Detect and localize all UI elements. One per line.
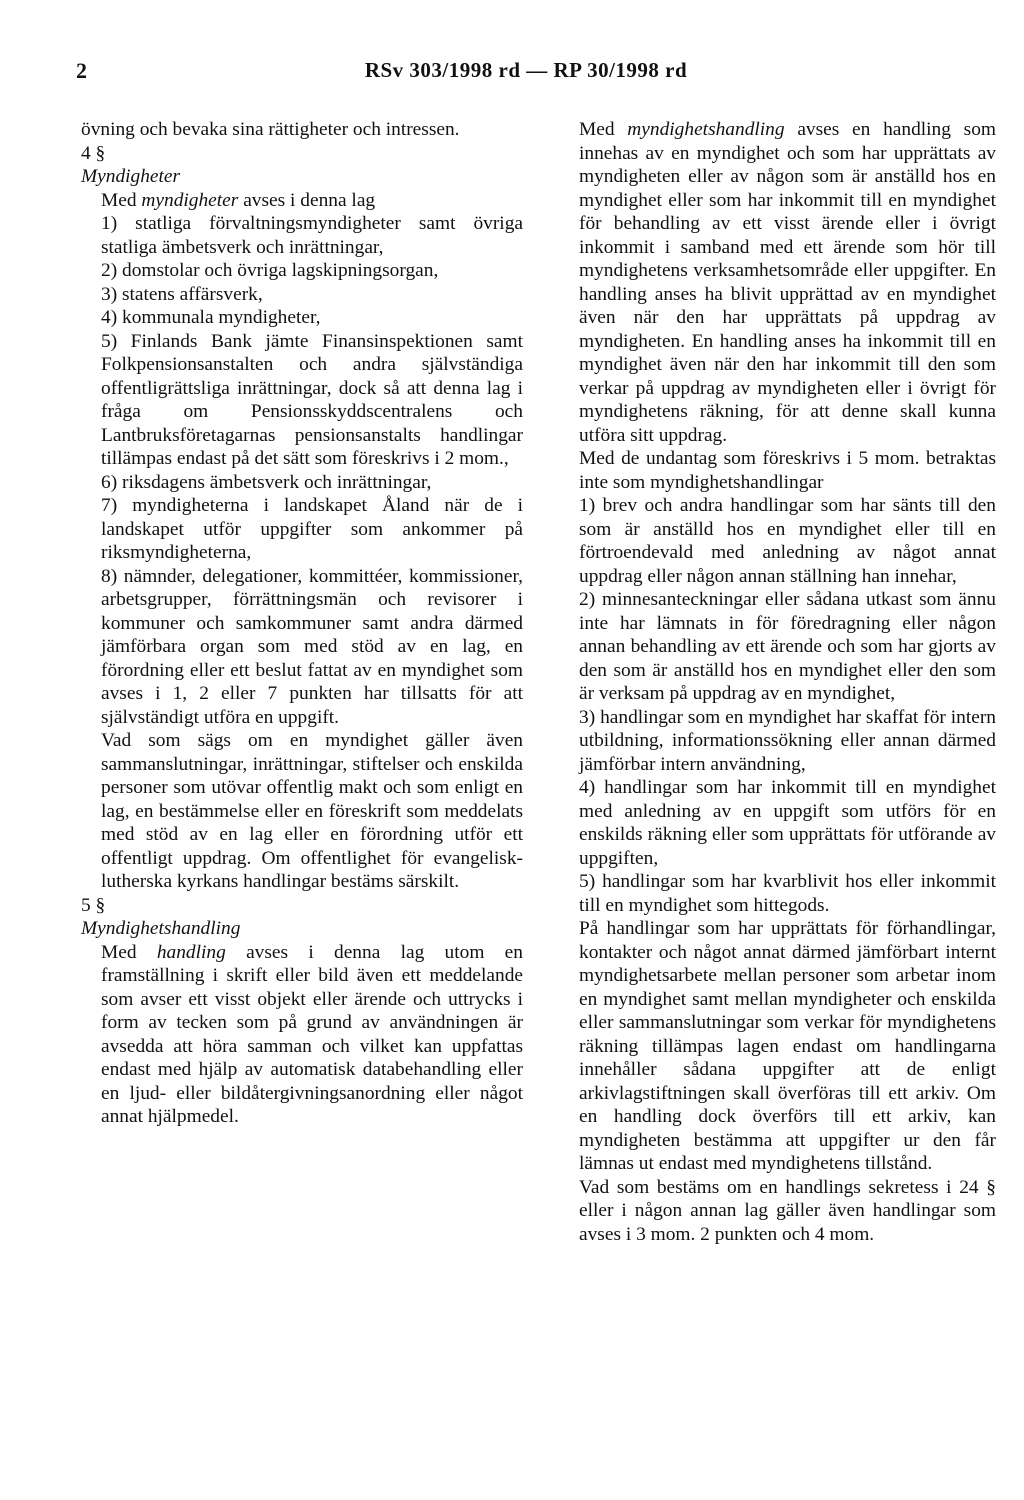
defined-term: myndighetshandling <box>627 119 785 140</box>
list-item: 8) nämnder, delegationer, kommittéer, kommissioner, arbetsgrupper, förrättningsmän och revisorer i kommuner och samkommuner samt andra därmed jämförbara organ som med stöd av en lag, en förordning eller ett beslut fattat av en myndighet som avses i 1, 2 eller 7 punkten har tillsatts för att självständigt utföra en uppgift. <box>101 565 523 728</box>
paragraph-3: På handlingar som har upprättats för förhandlingar, kontakter och något annat därmed jämförbart internt myndighetsarbete mellan personer som arbetar inom en myndighet samt mellan myndigheter och enskilda eller sammanslutningar som verkar för myndighetens räkning tillämpas lagen endast om handlingarna innehåller sådana uppgifter att de enligt arkivlagstiftningen skall överföras till ett arkiv. Om en handling dock överförs till ett arkiv, kan myndigheten bestämma att uppgifter ur den får lämnas ut endast med myndighetens tillstånd. <box>579 918 996 1174</box>
list-item: 1) brev och andra handlingar som har sänts till den som är anställd hos en myndighet eller till en förtroendevald med anledning av något annat uppdrag eller någon annan ställning han innehar, <box>579 495 996 587</box>
list-item: 4) kommunala myndigheter, <box>101 307 321 328</box>
left-column <box>81 118 523 1129</box>
running-head: RSv 303/1998 rd — RP 30/1998 rd <box>364 58 688 82</box>
section-4-title: Myndigheter <box>81 166 181 187</box>
text-run: Med <box>579 119 615 140</box>
paragraph-2: Med de undantag som föreskrivs i 5 mom. betraktas inte som myndighetshandlingar <box>579 448 996 493</box>
list-item: 5) handlingar som har kvarblivit hos eller inkommit till en myndighet som hittegods. <box>579 871 996 916</box>
intro-paragraph: övning och bevaka sina rättigheter och intressen. <box>81 119 460 140</box>
text-run: avses i denna lag <box>243 189 376 211</box>
paragraph-4: Vad som bestäms om en handlings sekretess i 24 § eller i någon annan lag gäller även handlingar som avses i 3 mom. 2 punkten och 4 mom. <box>579 1176 996 1245</box>
list-item: 2) domstolar och övriga lagskipningsorgan, <box>101 260 439 281</box>
text-run: Med <box>101 941 137 963</box>
section-4-paragraph-2: Vad som sägs om en myndighet gäller även sammanslutningar, inrättningar, stiftelser och enskilda personer som utövar offentlig makt och som enligt en lag, en bestämmelse eller en föreskrift som meddelats med stöd av en lag eller en förordning utför ett offentligt uppdrag. Om offentlighet för evangelisk-lutherska kyrkans handlingar bestäms särskilt. <box>101 730 523 892</box>
text-run: Med <box>101 189 137 211</box>
list-item: 2) minnesanteckningar eller sådana utkast som ännu inte har lämnats in för föredragning eller någon annan behandling av ett ärende och som har gjorts av den som är anställd hos en myndighet eller den som är verksam på uppdrag av en myndighet, <box>579 589 996 704</box>
text-run: avses en handling som innehas av en myndighet och som har upprättats av myndigheten eller av någon som är anställd hos en myndighet eller som har inkommit till en myndighet för behandling av ett visst ärende eller i övrigt inkommit i samband med ett ärende som hör till myndighetens verksamhetsområde eller uppgifter. En handling anses ha blivit upprättad av en myndighet även när den har upprättats på uppdrag av myndigheten. En handling anses ha inkommit till en myndighet även när den har inkommit till den som verkar på uppdrag av myndigheten eller i övrigt för myndighetens räkning, för att denne skall kunna utföra sitt uppdrag. <box>579 119 997 446</box>
page-number: 2 <box>76 58 87 83</box>
text-run: avses i denna lag utom en framställning i skrift eller bild även ett meddelande som avser ett visst objekt eller ärende och uttrycks i form av tecken som på grund av användningen är avsedda att höra samman och vilket kan uppfattas endast med hjälp av automatisk databehandling eller en ljud- eller bildåtergivningsanordning eller något annat hjälpmedel. <box>101 941 523 1127</box>
section-5-number: 5 § <box>81 894 106 916</box>
list-item: 1) statliga förvaltningsmyndigheter samt övriga statliga ämbetsverk och inrättningar, <box>101 213 523 258</box>
list-item: 4) handlingar som har inkommit till en myndighet med anledning av en uppgift som utförs för en enskilds räkning eller som upprättats för utförande av uppgiften, <box>579 777 996 869</box>
section-5-paragraph-1 <box>81 941 523 1129</box>
defined-term: handling <box>156 941 226 963</box>
paragraph-1 <box>559 118 996 447</box>
defined-term: myndigheter <box>141 189 239 211</box>
list-item: 6) riksdagens ämbetsverk och inrättningar, <box>101 471 432 493</box>
list-item: 5) Finlands Bank jämte Finansinspektionen samt Folkpensionsanstalten och andra självständiga offentligrättsliga inrättningar, dock så att denna lag i fråga om Pensionsskyddscentralens och Lantbruksföretagarnas pensionsanstalts handlingar tillämpas endast på det sätt som föreskrivs i 2 mom., <box>101 330 523 469</box>
section-4-paragraph-1 <box>81 189 523 213</box>
list-item: 7) myndigheterna i landskapet Åland när de i landskapet utför uppgifter som ankommer på riksmyndigheterna, <box>101 495 523 563</box>
section-4-number: 4 § <box>81 142 106 164</box>
page-header <box>76 58 976 88</box>
list-item: 3) statens affärsverk, <box>101 283 263 305</box>
list-item: 3) handlingar som en myndighet har skaffat för intern utbildning, informationssökning eller annan därmed jämförbar intern användning, <box>579 706 996 775</box>
section-5-title: Myndighetshandling <box>81 918 241 939</box>
right-column <box>559 118 996 1246</box>
